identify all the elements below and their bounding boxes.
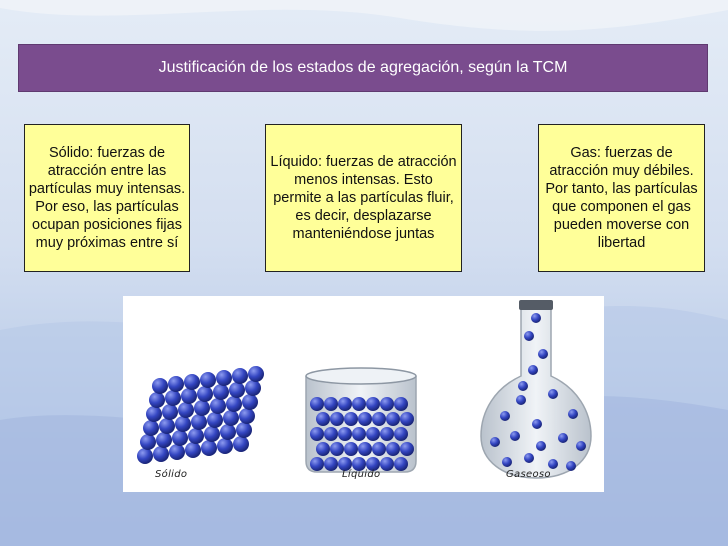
solid-particle xyxy=(184,374,200,390)
liquid-particle xyxy=(338,397,352,411)
liquid-particle xyxy=(338,427,352,441)
solid-particle xyxy=(210,398,226,414)
liquid-particle xyxy=(380,457,394,471)
solid-particle xyxy=(175,416,191,432)
solid-particle xyxy=(232,368,248,384)
gas-particle xyxy=(548,389,558,399)
solid-particle xyxy=(165,390,181,406)
gas-particle xyxy=(528,365,538,375)
liquid-particle xyxy=(372,442,386,456)
liquid-particles xyxy=(310,397,414,471)
solid-particle xyxy=(194,400,210,416)
liquid-particle xyxy=(310,397,324,411)
gas-particle xyxy=(538,349,548,359)
liquid-particle xyxy=(330,412,344,426)
states-of-matter-illustration xyxy=(123,296,604,492)
liquid-particle xyxy=(352,427,366,441)
slide-title: Justificación de los estados de agregación, según la TCM xyxy=(18,44,708,92)
solid-particle xyxy=(159,418,175,434)
solid-particle xyxy=(201,440,217,456)
gas-particle xyxy=(510,431,520,441)
caption-solid: Sólido xyxy=(155,469,188,480)
liquid-particle xyxy=(366,397,380,411)
gas-description: Gas: fuerzas de atracción muy débiles. Por tanto, las partículas que componen el gas pueden moverse con libertad xyxy=(545,145,698,251)
gas-particle xyxy=(576,441,586,451)
liquid-particle xyxy=(358,442,372,456)
liquid-particle xyxy=(344,412,358,426)
solid-particle xyxy=(233,436,249,452)
solid-particle xyxy=(188,428,204,444)
solid-lattice xyxy=(137,366,264,464)
gas-particle xyxy=(536,441,546,451)
solid-particle xyxy=(178,402,194,418)
solid-particle xyxy=(217,438,233,454)
solid-particle xyxy=(152,378,168,394)
liquid-particle xyxy=(394,427,408,441)
liquid-particle xyxy=(316,412,330,426)
solid-particle xyxy=(229,382,245,398)
caption-liquid: Líquido xyxy=(342,469,381,480)
gas-particle xyxy=(516,395,526,405)
liquid-particle xyxy=(310,427,324,441)
solid-particle xyxy=(220,424,236,440)
liquid-particle xyxy=(394,457,408,471)
solid-particle xyxy=(207,412,223,428)
gas-particle xyxy=(524,453,534,463)
gas-particle xyxy=(566,461,576,471)
solid-particle xyxy=(181,388,197,404)
liquid-particle xyxy=(394,397,408,411)
solid-particle xyxy=(156,432,172,448)
solid-particle xyxy=(172,430,188,446)
gas-particle xyxy=(500,411,510,421)
liquid-particle xyxy=(386,442,400,456)
gas-particle xyxy=(502,457,512,467)
solid-particle xyxy=(169,444,185,460)
solid-particle xyxy=(168,376,184,392)
liquid-particle xyxy=(358,412,372,426)
gas-particle xyxy=(568,409,578,419)
gas-particle xyxy=(531,313,541,323)
liquid-particle xyxy=(310,457,324,471)
liquid-particle xyxy=(386,412,400,426)
liquid-particle xyxy=(380,427,394,441)
liquid-particle xyxy=(324,397,338,411)
solid-particle xyxy=(216,370,232,386)
liquid-description-box xyxy=(265,124,462,272)
solid-particle xyxy=(223,410,239,426)
solid-particle xyxy=(197,386,213,402)
solid-particle xyxy=(245,380,261,396)
solid-particle xyxy=(162,404,178,420)
gas-particle xyxy=(548,459,558,469)
gas-particle xyxy=(532,419,542,429)
gas-particle xyxy=(558,433,568,443)
liquid-particle xyxy=(330,442,344,456)
solid-particle xyxy=(185,442,201,458)
liquid-particle xyxy=(372,412,386,426)
solid-particle xyxy=(200,372,216,388)
gas-description-box xyxy=(538,124,705,272)
solid-particle xyxy=(239,408,255,424)
liquid-particle xyxy=(344,442,358,456)
liquid-particle xyxy=(400,412,414,426)
solid-particle xyxy=(236,422,252,438)
liquid-particle xyxy=(324,457,338,471)
liquid-particle xyxy=(316,442,330,456)
solid-description-box xyxy=(24,124,190,272)
liquid-description: Líquido: fuerzas de atracción menos intensas. Esto permite a las partículas fluir, es decir, desplazarse manteniéndose juntas xyxy=(270,154,457,242)
gas-particle xyxy=(524,331,534,341)
solid-particle xyxy=(146,406,162,422)
solid-description: Sólido: fuerzas de atracción entre las partículas muy intensas. Por eso, las partículas ocupan posiciones fijas muy próximas entre sí xyxy=(28,145,186,251)
solid-particle xyxy=(191,414,207,430)
flask-icon xyxy=(481,300,591,478)
liquid-particle xyxy=(366,427,380,441)
solid-particle xyxy=(153,446,169,462)
solid-particle xyxy=(213,384,229,400)
liquid-particle xyxy=(400,442,414,456)
solid-particle xyxy=(143,420,159,436)
illustration-svg xyxy=(123,296,604,492)
gas-particle xyxy=(518,381,528,391)
solid-particle xyxy=(149,392,165,408)
solid-particle xyxy=(242,394,258,410)
solid-particle xyxy=(140,434,156,450)
solid-particle xyxy=(248,366,264,382)
liquid-particle xyxy=(380,397,394,411)
solid-particle xyxy=(226,396,242,412)
gas-particle xyxy=(490,437,500,447)
liquid-particle xyxy=(352,397,366,411)
solid-particle xyxy=(204,426,220,442)
caption-gas: Gaseoso xyxy=(506,469,551,480)
solid-particle xyxy=(137,448,153,464)
liquid-particle xyxy=(324,427,338,441)
